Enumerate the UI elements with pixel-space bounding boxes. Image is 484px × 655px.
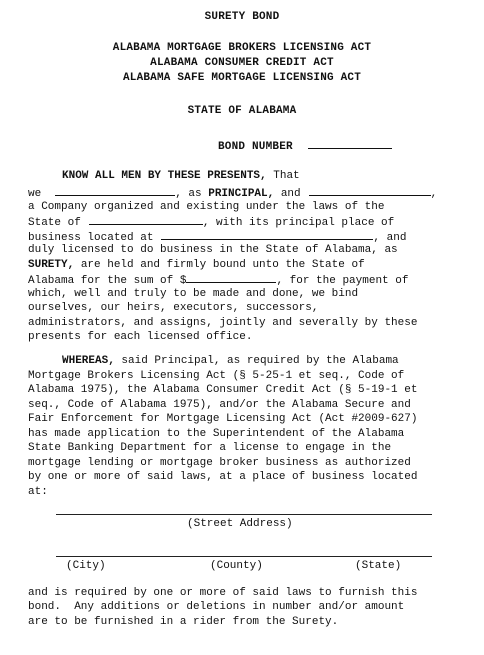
city-county-state-line[interactable] xyxy=(56,556,432,557)
para2-line-8: mortgage lending or mortgage broker business as authorized xyxy=(28,457,411,469)
para1-line-4: State of , with its principal place of xyxy=(28,214,394,230)
state-of-organization-field[interactable] xyxy=(89,214,203,225)
act-heading-2: ALABAMA CONSUMER CREDIT ACT xyxy=(150,57,334,69)
street-address-caption: (Street Address) xyxy=(187,518,293,530)
para1-line-3: a Company organized and existing under the laws of the xyxy=(28,201,385,213)
para3-line-1: and is required by one or more of said laws to furnish this xyxy=(28,587,418,599)
bond-number-row xyxy=(218,138,392,154)
para2-line-1: WHEREAS, said Principal, as required by the Alabama xyxy=(62,355,399,367)
para3-line-2: bond. Any additions or deletions in number and/or amount xyxy=(28,601,405,613)
principal-name-field[interactable] xyxy=(55,185,175,196)
para2-line-2: Mortgage Brokers Licensing Act (§ 5-25-1 et seq., Code of xyxy=(28,370,405,382)
state-heading: STATE OF ALABAMA xyxy=(187,105,297,117)
para1-line-12: presents for each licensed office. xyxy=(28,331,253,343)
document-title: SURETY BOND xyxy=(204,11,280,23)
principal-label: PRINCIPAL, xyxy=(208,188,275,200)
para1-line-2: we , as PRINCIPAL, and , xyxy=(28,185,437,201)
bond-number-label: BOND NUMBER xyxy=(218,141,293,153)
para1-line-10: ourselves, our heirs, executors, successors, xyxy=(28,302,319,314)
para2-line-9: by one or more of said laws, at a place of business located xyxy=(28,471,418,483)
para1-line-9: which, well and truly to be made and done, we bind xyxy=(28,288,359,300)
para1-line-11: administrators, and assigns, jointly and severally by these xyxy=(28,317,418,329)
city-caption: (City) xyxy=(66,560,106,572)
bond-amount-field[interactable] xyxy=(186,272,276,283)
act-heading-1: ALABAMA MORTGAGE BROKERS LICENSING ACT xyxy=(112,42,372,54)
para2-line-4: seq., Code of Alabama 1975), and/or the Alabama Secure and xyxy=(28,399,411,411)
para1-line-8: Alabama for the sum of $ , for the payment of xyxy=(28,272,408,288)
know-all-men-heading: KNOW ALL MEN BY THESE PRESENTS, xyxy=(62,170,267,182)
para2-line-6: has made application to the Superintendent of the Alabama xyxy=(28,428,405,440)
principal-business-location-field[interactable] xyxy=(161,229,373,240)
bond-number-field[interactable] xyxy=(308,138,392,149)
para1-line-6: duly licensed to do business in the State of Alabama, as xyxy=(28,244,398,256)
para3-line-3: are to be furnished in a rider from the Surety. xyxy=(28,616,339,628)
act-heading-3: ALABAMA SAFE MORTGAGE LICENSING ACT xyxy=(122,72,362,84)
para1-line-1: KNOW ALL MEN BY THESE PRESENTS, That xyxy=(62,170,300,182)
county-caption: (County) xyxy=(210,560,263,572)
para2-line-5: Fair Enforcement for Mortgage Licensing Act (Act #2009-627) xyxy=(28,413,418,425)
para2-line-7: State Banking Department for a license to engage in the xyxy=(28,442,392,454)
para2-line-10: at: xyxy=(28,486,48,498)
para1-line-5: business located at , and xyxy=(28,229,406,245)
surety-label: SURETY, xyxy=(28,259,75,271)
whereas-label: WHEREAS, xyxy=(62,355,115,367)
surety-name-field[interactable] xyxy=(309,185,431,196)
state-caption: (State) xyxy=(355,560,402,572)
street-address-line[interactable] xyxy=(56,514,432,515)
para1-line-7: SURETY, are held and firmly bound unto the State of xyxy=(28,259,365,271)
para2-line-3: Alabama 1975), the Alabama Consumer Credit Act (§ 5-19-1 et xyxy=(28,384,418,396)
